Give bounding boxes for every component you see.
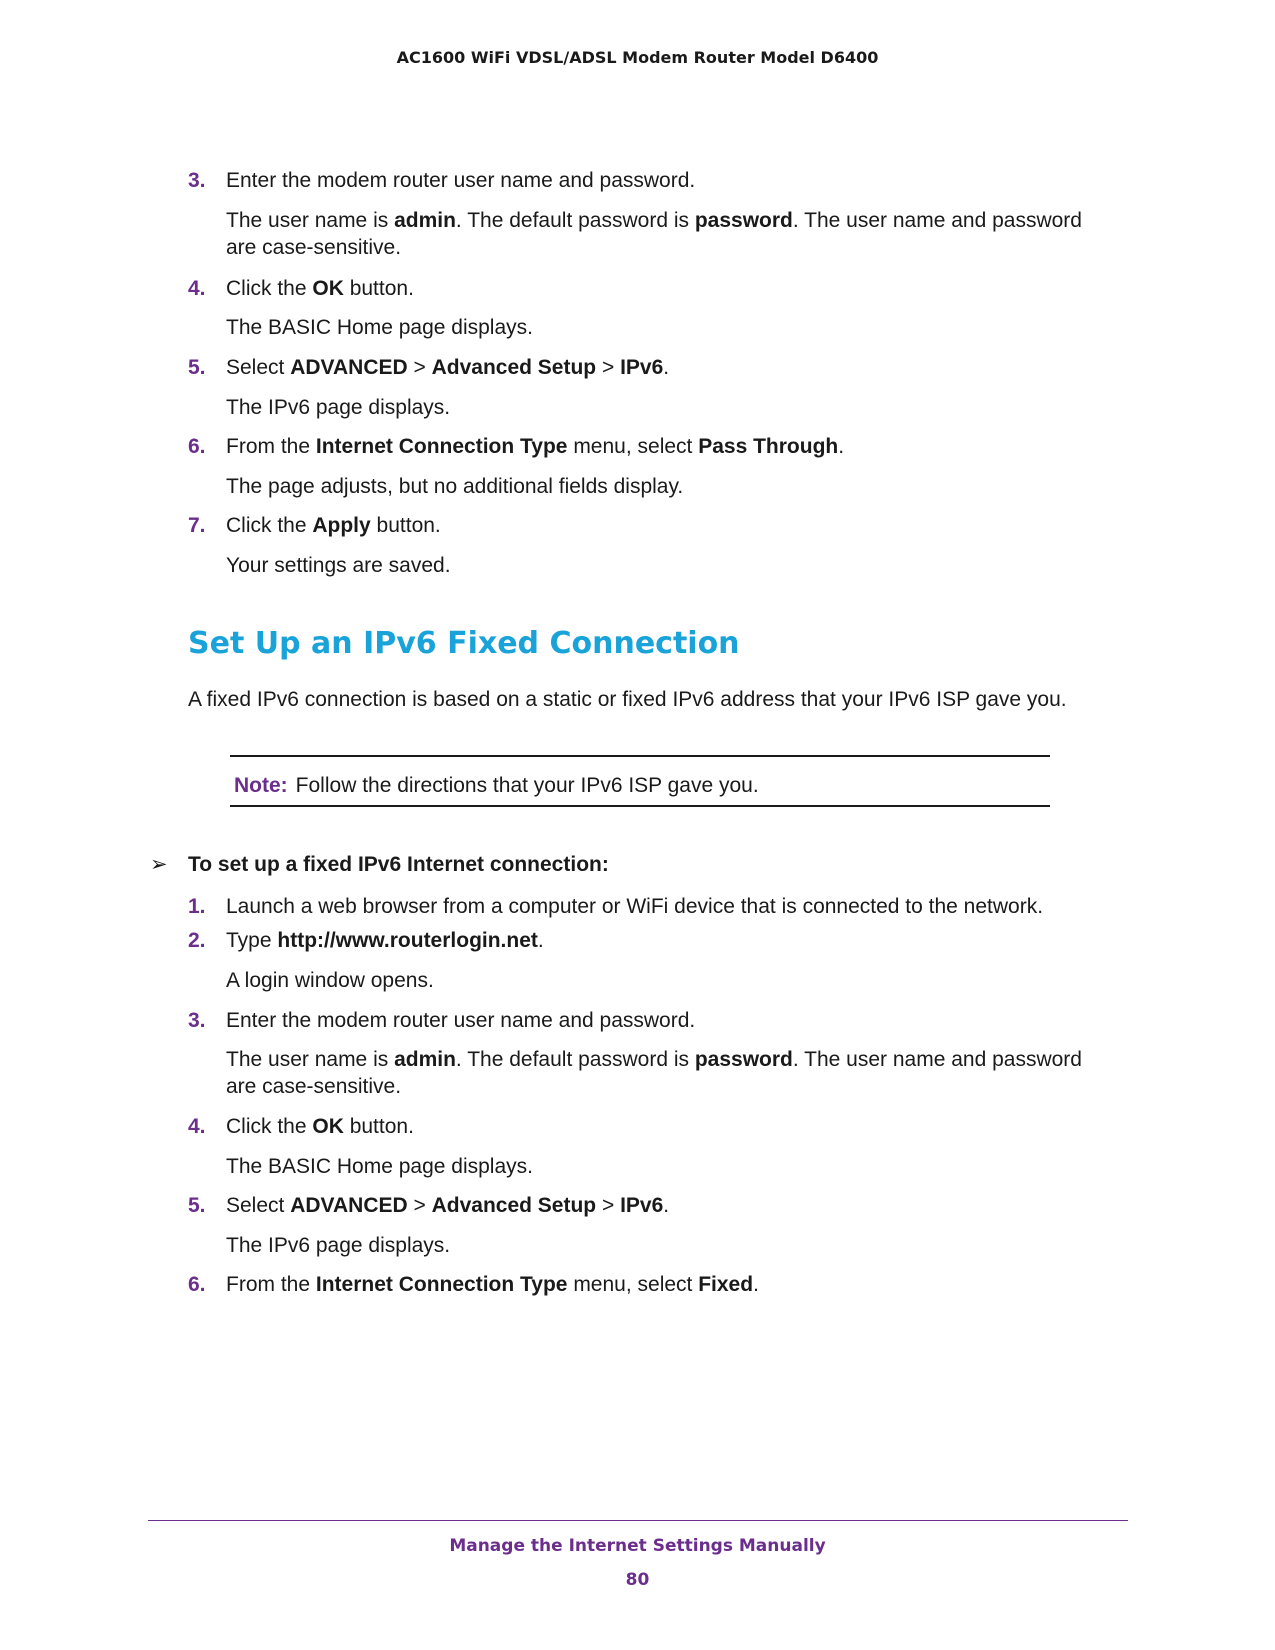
step-4: 4. Click the OK button. [188,277,414,300]
note-bottom-rule [230,805,1050,807]
step-5: 5. Select ADVANCED > Advanced Setup > IPv6. [188,356,670,379]
section-heading: Set Up an IPv6 Fixed Connection [188,626,740,661]
page-number: 80 [625,1570,650,1590]
intro-paragraph: A fixed IPv6 connection is based on a static or fixed IPv6 address that your IPv6 ISP gave you. [188,688,1067,711]
step-6b: 6. From the Internet Connection Type menu, select Fixed. [188,1273,759,1296]
step-5b: 5. Select ADVANCED > Advanced Setup > IPv6. [188,1194,670,1217]
ipv6-page-paragraph-2: The IPv6 page displays. [226,1234,451,1257]
note-label: Note: [234,774,288,797]
basic-home-paragraph-2: The BASIC Home page displays. [226,1155,533,1178]
step-3 [188,168,695,194]
note-box [234,774,759,798]
task-heading: ➢ To set up a fixed IPv6 Internet connection: [150,853,609,876]
note-text: Follow the directions that your IPv6 ISP gave you. [295,774,759,797]
footer-rule [148,1520,1128,1521]
running-header: AC1600 WiFi VDSL/ADSL Modem Router Model D6400 [396,48,879,67]
step-4b: 4. Click the OK button. [188,1115,414,1138]
settings-saved-paragraph: Your settings are saved. [226,554,451,577]
step-1: 1. Launch a web browser from a computer or WiFi device that is connected to the network. [188,895,1044,918]
credentials-paragraph-2: The user name is admin. The default password is password. The user name and password are case-sensitive. [226,1048,1082,1098]
router-login-url: http://www.routerlogin.net [277,929,538,952]
basic-home-paragraph: The BASIC Home page displays. [226,316,533,339]
login-window-paragraph: A login window opens. [226,969,434,992]
page-adjusts-paragraph: The page adjusts, but no additional fields display. [226,475,684,498]
step-2: 2. Type http://www.routerlogin.net. [188,929,544,952]
step-3b: 3. Enter the modem router user name and password. [188,1009,696,1032]
ipv6-page-paragraph: The IPv6 page displays. [226,396,451,419]
note-top-rule [230,755,1050,757]
arrow-bullet-icon: ➢ [150,853,168,876]
step-7: 7. Click the Apply button. [188,514,441,537]
step-number: 3. [188,169,206,192]
step-6: 6. From the Internet Connection Type menu, select Pass Through. [188,435,845,458]
step-text: Enter the modem router user name and password. [226,169,696,192]
credentials-paragraph: The user name is admin. The default password is password. The user name and password are case-sensitive. [226,209,1082,259]
footer-title: Manage the Internet Settings Manually [449,1536,826,1556]
